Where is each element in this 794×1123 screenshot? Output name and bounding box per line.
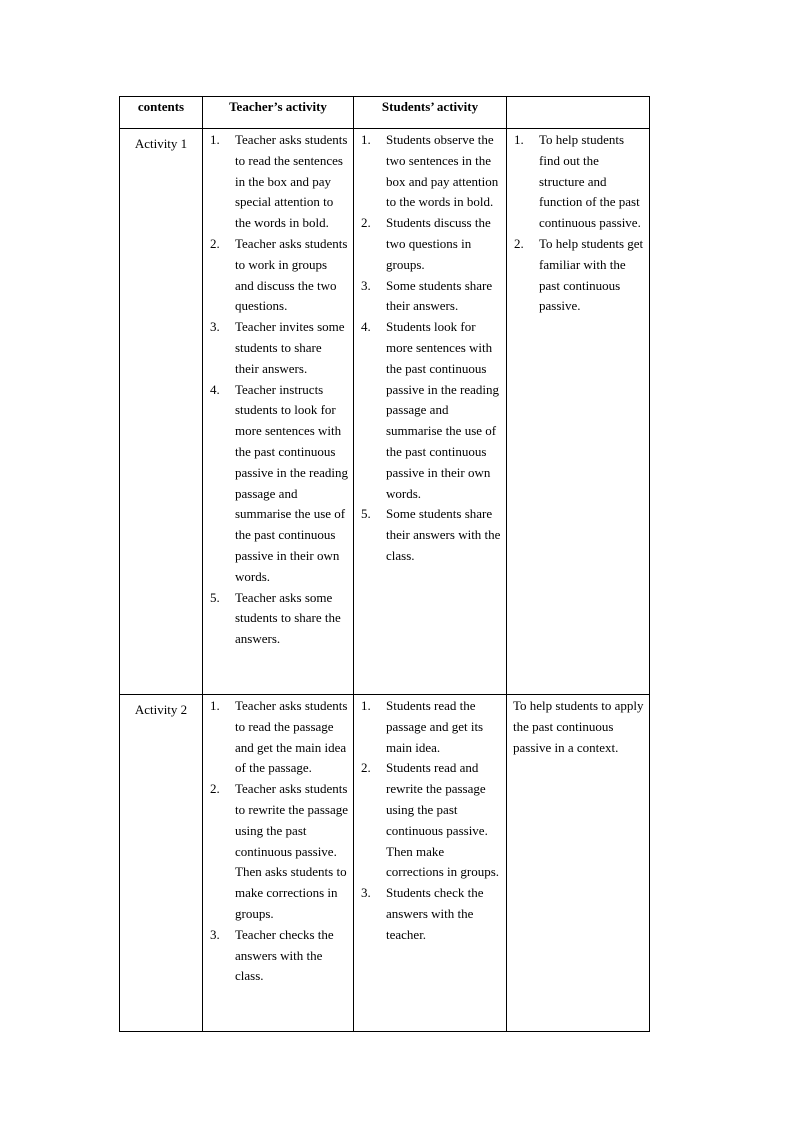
header-purpose (507, 97, 650, 129)
header-teacher-activity: Teacher’s activity (203, 97, 354, 129)
purpose-cell (507, 129, 650, 695)
table-header-row (120, 97, 650, 129)
list-item: 3. Students check the answers with the teacher. (361, 885, 484, 942)
list-item: 1. Teacher asks students to read the passage and get the main idea of the passage. (210, 698, 348, 776)
list-item: 2. Students discuss the two questions in groups. (361, 215, 491, 272)
list-item: 5. Teacher asks some students to share the answers. (210, 589, 341, 647)
table-row-activity-2 (120, 695, 650, 1032)
students-activity-cell (354, 695, 507, 1032)
header-students-activity: Students’ activity (354, 97, 507, 129)
header-contents: contents (120, 97, 203, 129)
list-item: 1. Students read the passage and get its main idea. (361, 698, 484, 755)
list-item: 2. Students read and rewrite the passage using the past continuous passive. Then make corrections in groups. (361, 760, 500, 880)
row-label-activity-1: Activity 1 (120, 129, 203, 695)
list-item: 3. Teacher checks the answers with the class. (210, 926, 334, 984)
list-item: 5. Some students share their answers with the class. (361, 506, 501, 563)
list-item: 1. To help students find out the structure and function of the past continuous passive. (514, 132, 641, 231)
list-item: 2. Teacher asks students to work in groups and discuss the two questions. (210, 235, 348, 314)
list-item: 3. Some students share their answers. (361, 277, 493, 314)
row-label-activity-2: Activity 2 (120, 695, 203, 1032)
students-activity-cell (354, 129, 507, 695)
teacher-activity-cell (203, 129, 354, 695)
list-item: 1. Teacher asks students to read the sentences in the box and pay special attention to the words in bold. (210, 132, 348, 231)
lesson-plan-table (119, 96, 650, 1032)
list-item: 3. Teacher invites some students to share their answers. (210, 319, 345, 376)
list-item: 1. Students observe the two sentences in the box and pay attention to the words in bold. (361, 132, 499, 210)
purpose-cell (507, 695, 650, 1032)
teacher-activity-cell (203, 695, 354, 1032)
table-row-activity-1 (120, 129, 650, 695)
list-item: 2. To help students get familiar with the past continuous passive. (514, 235, 644, 314)
list-item: 4. Teacher instructs students to look for more sentences with the past continuous passive in the reading passage and summarise the use of the past continuous passive in their own words. (210, 381, 348, 584)
purpose-text: To help students to apply the past continuous passive in a context. (513, 698, 644, 755)
list-item: 2. Teacher asks students to rewrite the passage using the past continuous passive. Then asks students to make corrections in groups. (210, 781, 348, 921)
list-item: 4. Students look for more sentences with the past continuous passive in the reading passage and summarise the use of the past continuous passive in their own words. (361, 319, 499, 501)
